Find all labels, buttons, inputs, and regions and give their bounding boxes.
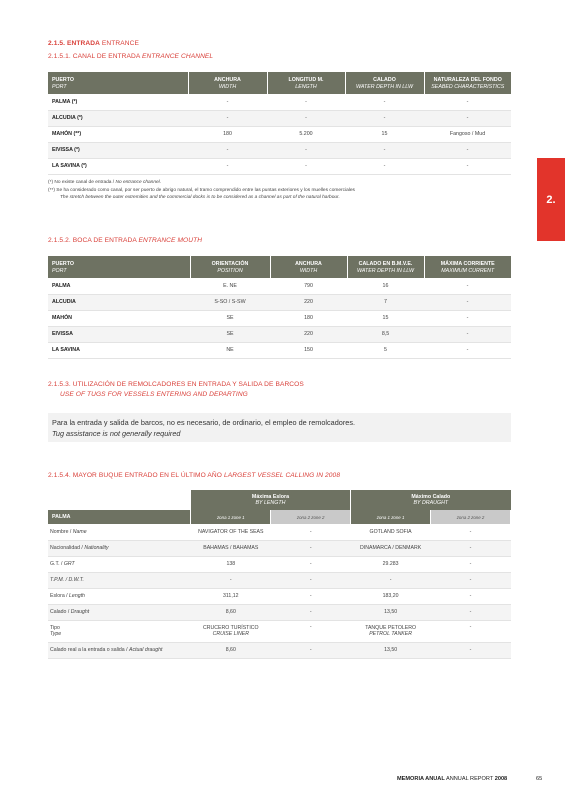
table-row: PALMA (*) - - - - bbox=[48, 94, 511, 110]
header-length: LONGITUD M. LENGTH bbox=[267, 72, 345, 94]
table-row: Tipo Type CRUCERO TURÍSTICO CRUISE LINER - TANQUE PETOLERO PETROL TANKER - bbox=[48, 620, 511, 642]
subsection-title-largest-vessel: 2.1.5.4. MAYOR BUQUE ENTRADO EN EL ÚLTIMO AÑO LARGEST VESSEL CALLING IN 2008 bbox=[48, 472, 341, 479]
table-row: ALCUDIA (*) - - - - bbox=[48, 110, 511, 126]
table-header-row bbox=[48, 256, 511, 278]
footer: MEMORIA ANUAL ANNUAL REPORT 2008 bbox=[397, 776, 508, 782]
table-row: LA SAVINA NE 150 5 - bbox=[48, 342, 511, 358]
table-row: G.T. / GRT 138 - 29.283 - bbox=[48, 556, 511, 572]
mouth-table bbox=[48, 256, 511, 359]
section-title-es: 2.1.5. ENTRADA bbox=[48, 40, 100, 47]
page-number: 65 bbox=[536, 776, 543, 782]
table-row: EIVISSA SE 220 8,5 - bbox=[48, 326, 511, 342]
table-row: MAHÓN (**) 180 5.200 15 Fangoso / Mud bbox=[48, 126, 511, 142]
subsection-title-mouth: 2.1.5.2. BOCA DE ENTRADA ENTRANCE MOUTH bbox=[48, 237, 203, 244]
subsection-title-en: ENTRANCE CHANNEL bbox=[141, 53, 214, 60]
header-port: PUERTO PORT bbox=[48, 72, 188, 94]
header-port: PUERTO PORT bbox=[48, 256, 190, 278]
table-row: T.P.M. / D.W.T. - - - - bbox=[48, 572, 511, 588]
table-row: Calado / Draught 8,60 - 13,50 - bbox=[48, 604, 511, 620]
header-seabed: NATURALEZA DEL FONDO SEABED CHARACTERISTICS bbox=[424, 72, 511, 94]
subsection-title-es: 2.1.5.1. CANAL DE ENTRADA bbox=[48, 53, 141, 60]
note-1: (*) No existe canal de entrada / No entrance channel. bbox=[48, 180, 162, 185]
zone-header-row: PALMA zona 1 zone 1 zona 2 zone 2 zona 1 zone 1 zona 2 zone 2 bbox=[48, 510, 511, 524]
header-depth: CALADO WATER DEPTH IN LLW bbox=[345, 72, 424, 94]
group-max-length: Máxima Eslora BY LENGTH bbox=[191, 490, 351, 510]
table-row: PALMA E. NE 790 16 - bbox=[48, 278, 511, 294]
subsection-title-channel bbox=[48, 53, 213, 60]
chapter-tab: 2. bbox=[537, 158, 565, 241]
note-2: (**) Se ha considerado como canal, por ser puerto de abrigo natural, el tramo comprendido entre las puntas exteriores y los muelles comerciales bbox=[48, 187, 355, 193]
section-title bbox=[48, 40, 139, 47]
tug-info-box: Para la entrada y salida de barcos, no es necesario, de ordinario, el empleo de remolcadores. Tug assistance is not generally required bbox=[48, 413, 511, 442]
table-row: Calado real a la entrada o salida / Actual draught 8,60 - 13,50 - bbox=[48, 642, 511, 658]
header-current: MÁXIMA CORRIENTE MAXIMUM CURRENT bbox=[424, 256, 511, 278]
header-depth: CALADO EN B.M.V.E. WATER DEPTH IN LLW bbox=[347, 256, 424, 278]
table-row: Nombre / Name NAVIGATOR OF THE SEAS - GOTLAND SOFIA - bbox=[48, 524, 511, 540]
channel-table bbox=[48, 72, 511, 175]
section-title-en: ENTRANCE bbox=[101, 40, 139, 47]
header-width: ANCHURA WIDTH bbox=[270, 256, 347, 278]
group-max-draught: Máximo Calado BY DRAUGHT bbox=[351, 490, 511, 510]
header-orientation: ORIENTACIÓN POSITION bbox=[190, 256, 270, 278]
table-row: MAHÓN SE 180 15 - bbox=[48, 310, 511, 326]
note-2-en: The stretch between the outer extremities and the commercial docks is to be considered as a channel as part of the natural harbour. bbox=[60, 195, 340, 200]
table-row: LA SAVINA (*) - - - - bbox=[48, 158, 511, 174]
table-row: Nacionalidad / Nationality BAHAMAS / BAHAMAS - DINAMARCA / DENMARK - bbox=[48, 540, 511, 556]
header-width: ANCHURA WIDTH bbox=[188, 72, 267, 94]
table-row: EIVISSA (*) - - - - bbox=[48, 142, 511, 158]
table-row: Eslora / Length 311,12 - 183,20 - bbox=[48, 588, 511, 604]
table-header-row bbox=[48, 72, 511, 94]
table-row: ALCUDIA S-SO / S-SW 220 7 - bbox=[48, 294, 511, 310]
subsection-title-tugs: 2.1.5.3. UTILIZACIÓN DE REMOLCADORES EN ENTRADA Y SALIDA DE BARCOS USE OF TUGS FOR VESSELS ENTERING AND DEPARTING bbox=[48, 381, 304, 398]
vessel-group-header bbox=[48, 490, 511, 510]
vessel-table bbox=[48, 490, 511, 659]
table-notes bbox=[48, 179, 355, 202]
